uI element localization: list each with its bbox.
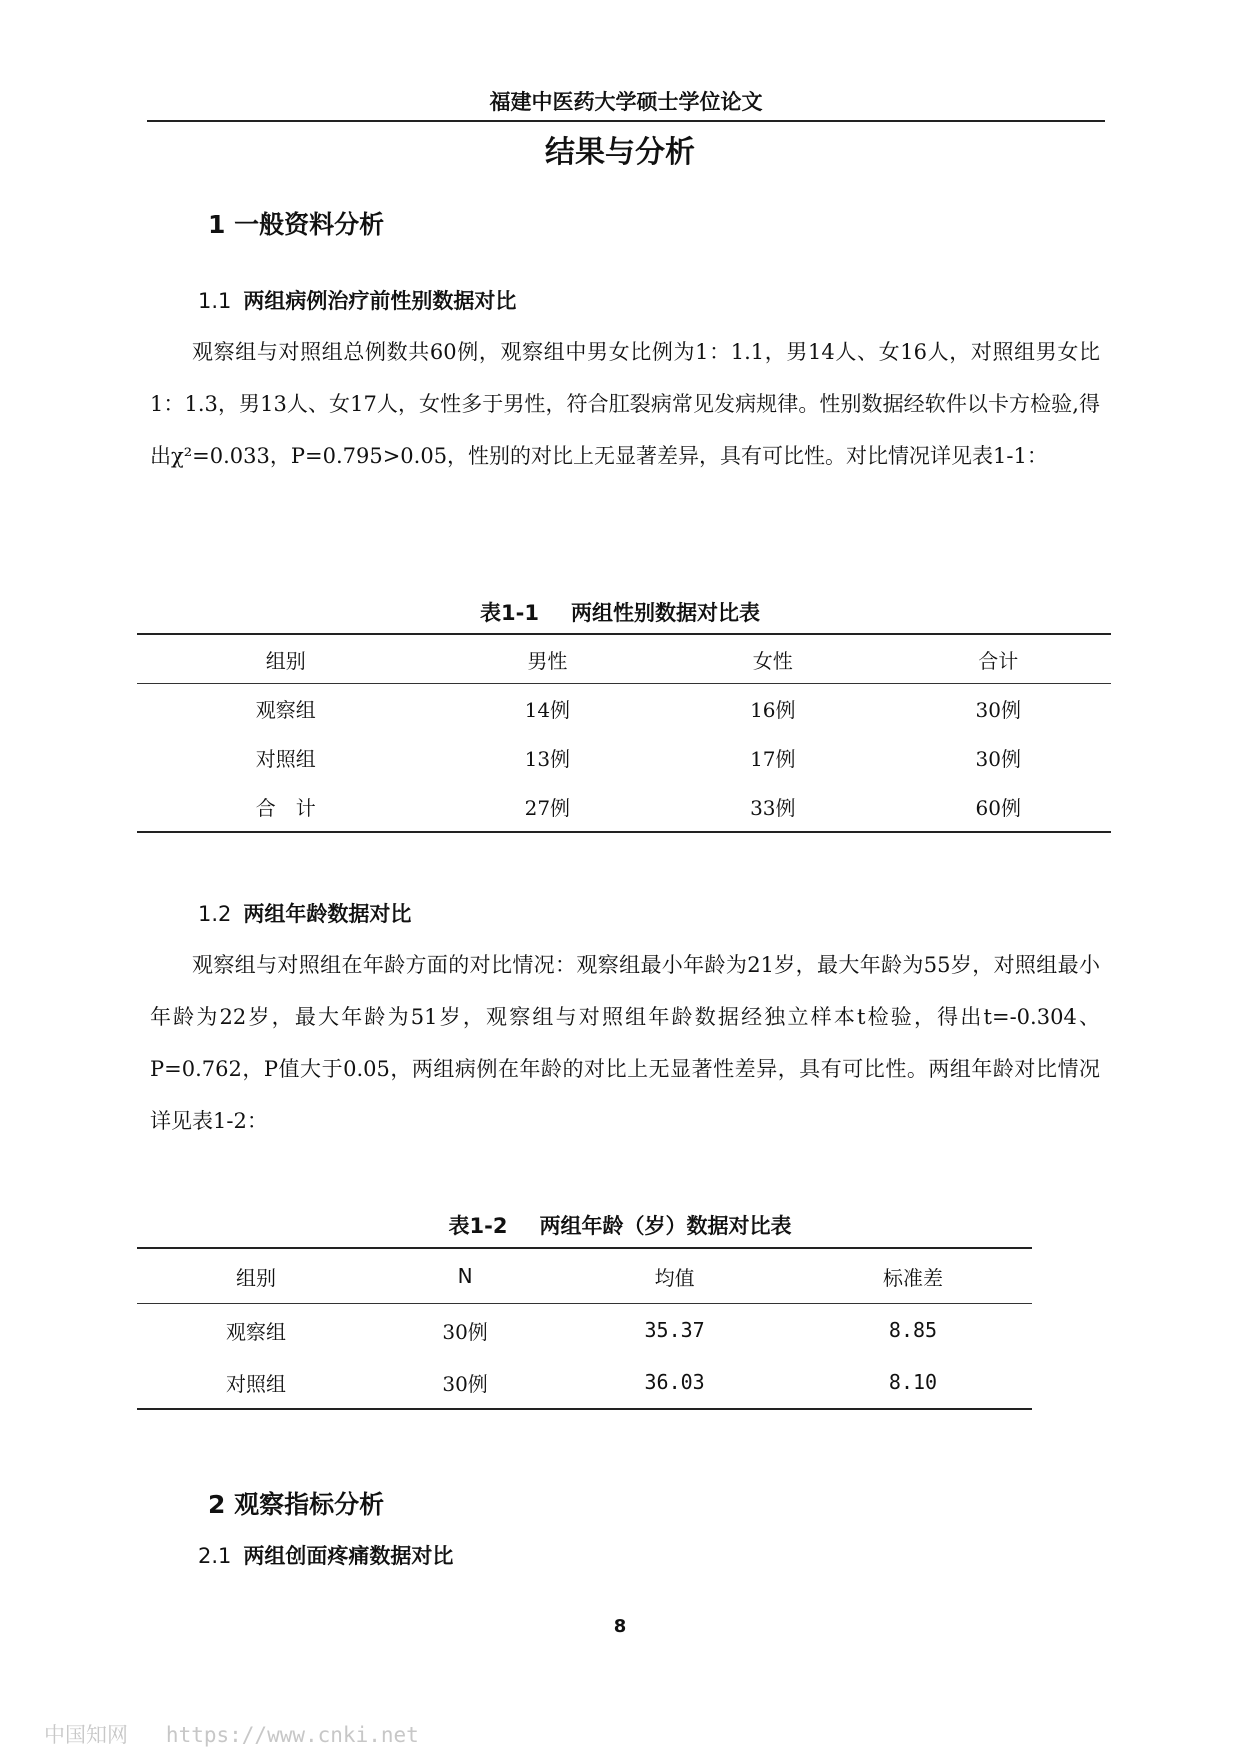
watermark: 中国知网 https://www.cnki.net — [44, 1723, 419, 1747]
table-cell: 合 计 — [255, 796, 316, 820]
table-cell: 对照组 — [255, 747, 316, 771]
table-cell: 30例 — [442, 1371, 488, 1396]
column-header: 标准差 — [883, 1265, 943, 1290]
section-1-heading: 1 一般资料分析 — [208, 210, 385, 239]
table-cell: 观察组 — [225, 1319, 286, 1344]
table-cell: 30例 — [975, 747, 1021, 771]
table-row — [137, 1356, 1032, 1409]
column-header: 合计 — [978, 648, 1019, 673]
table-header-row — [137, 634, 1111, 684]
column-header: 均值 — [654, 1265, 695, 1290]
table-2-caption — [0, 1210, 1240, 1242]
table-cell: 35.37 — [644, 1318, 705, 1342]
table-cell: 27例 — [524, 796, 571, 820]
column-header: N — [457, 1264, 473, 1288]
section-title: 两组创面疼痛数据对比 — [243, 1544, 454, 1568]
gender-table — [137, 633, 1111, 833]
table-cell: 16例 — [750, 698, 796, 722]
table-label: 表1-2 — [448, 1214, 508, 1238]
column-header: 男性 — [527, 648, 568, 673]
section-2-heading: 2 观察指标分析 — [208, 1490, 385, 1519]
table-cell: 30例 — [442, 1319, 488, 1344]
table-cell: 14例 — [524, 698, 571, 722]
section-title: 两组病例治疗前性别数据对比 — [243, 289, 517, 313]
table-cell: 60例 — [975, 796, 1021, 820]
table-cell: 36.03 — [644, 1370, 705, 1394]
age-table — [137, 1247, 1032, 1410]
table-row — [137, 684, 1111, 734]
running-header: 福建中医药大学硕士学位论文 — [147, 84, 1105, 122]
table-header-row — [137, 1248, 1032, 1304]
table-row — [137, 782, 1111, 832]
table-cell: 对照组 — [225, 1371, 286, 1396]
section-number: 1.2 — [198, 902, 232, 926]
table-title: 两组性别数据对比表 — [570, 601, 760, 625]
table-cell: 30例 — [975, 698, 1021, 722]
column-header: 女性 — [752, 648, 793, 673]
table-row — [137, 733, 1111, 782]
table-cell: 观察组 — [255, 698, 316, 722]
table-cell: 17例 — [750, 747, 796, 771]
section-2-1-heading — [198, 1538, 453, 1574]
table-cell: 33例 — [750, 796, 796, 820]
column-header: 组别 — [235, 1265, 276, 1290]
section-1-2-heading — [198, 896, 411, 932]
chapter-title: 结果与分析 — [545, 135, 695, 170]
age-paragraph: 观察组与对照组在年龄方面的对比情况：观察组最小年龄为21岁，最大年龄为55岁，对照组最小年龄为22岁，最大年龄为51岁，观察组与对照组年龄数据经独立样本t检验，得出t=-0.304、P=0.762，P值大于0.05，两组病例在年龄的对比上无显著性差异，具有可比性。两组年龄对比情况详见表1-2： — [150, 953, 1100, 1133]
column-header: 组别 — [265, 648, 306, 673]
table-row — [137, 1304, 1032, 1357]
gender-paragraph: 观察组与对照组总例数共60例，观察组中男女比例为1：1.1，男14人、女16人，对照组男女比1：1.3，男13人、女17人，女性多于男性，符合肛裂病常见发病规律。性别数据经软件以卡方检验,得出χ²=0.033，P=0.795>0.05，性别的对比上无显著差异，具有可比性。对比情况详见表1-1： — [150, 340, 1100, 468]
table-cell: 8.85 — [888, 1318, 938, 1342]
table-1-caption — [0, 597, 1240, 629]
section-1-1-heading — [198, 283, 516, 319]
table-label: 表1-1 — [480, 601, 539, 625]
table-cell: 13例 — [524, 747, 571, 771]
table-cell: 8.10 — [888, 1370, 938, 1394]
page-number: 8 — [613, 1616, 627, 1637]
section-title: 两组年龄数据对比 — [243, 902, 412, 926]
section-number: 2.1 — [198, 1544, 232, 1568]
section-number: 1.1 — [198, 289, 232, 313]
table-title: 两组年龄（岁）数据对比表 — [539, 1214, 792, 1238]
